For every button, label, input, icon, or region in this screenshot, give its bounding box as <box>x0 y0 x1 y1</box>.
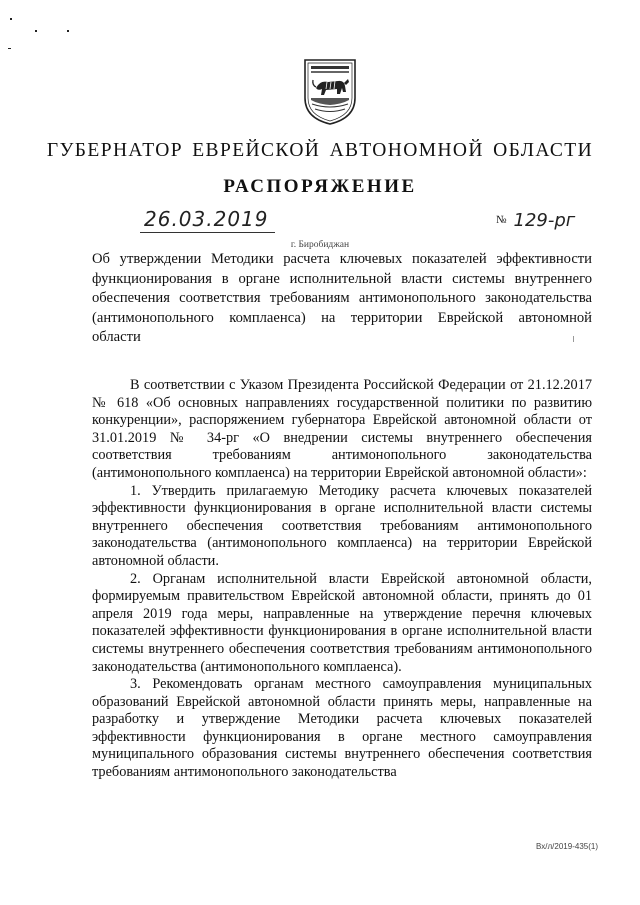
scan-speck <box>35 30 37 32</box>
subject-line: Об утверждении Методики расчета ключевых показателей эффективности <box>92 251 592 267</box>
scan-speck <box>67 30 69 32</box>
subject-line: обеспечения соответствия требованиям антимонопольного законодательства <box>92 290 592 306</box>
scan-speck <box>8 48 11 49</box>
order-number <box>496 210 575 231</box>
registration-code: Вх/л/2019-435(1) <box>536 842 598 851</box>
item-3-paragraph: 3. Рекомендовать органам местного самоуправления муниципальных образований Еврейской автономной области принять меры, направленные на разработку и утверждение Методики расчета ключевых показателей эффективности функционирования в органе местного самоуправления муниципального образования системы внутреннего обеспечения соответствия требованиям антимонопольного законодательства <box>92 676 592 781</box>
subject-line: области <box>92 329 141 345</box>
subject-line: функционирования в органе исполнительной власти системы внутреннего <box>92 270 592 287</box>
number-sign: № <box>496 214 507 226</box>
item-1-paragraph: 1. Утвердить прилагаемую Методику расчета ключевых показателей эффективности функционирования в органе исполнительной власти системы внутреннего обеспечения соответствия требованиям антимонопольного законодательства (антимонопольного комплаенса) на территории Еврейской автономной области. <box>92 482 592 569</box>
scan-mark <box>573 336 574 342</box>
order-date: 26.03.2019 <box>140 207 275 233</box>
preamble-paragraph: В соответствии с Указом Президента Российской Федерации от 21.12.2017 № 618 «Об основных направлениях государственной политики по развитию конкуренции», распоряжением губернатора Еврейской автономной области от 31.01.2019 № 34-рг «О внедрении системы внутреннего обеспечения соответствия требованиям антимонопольного законодательства (антимонопольного комплаенса) на территории Еврейской автономной области»: <box>92 377 592 481</box>
governor-title: ГУБЕРНАТОР ЕВРЕЙСКОЙ АВТОНОМНОЙ ОБЛАСТИ <box>46 140 594 161</box>
subject-line: (антимонопольного комплаенса) на территории Еврейской автономной <box>92 309 592 326</box>
item-2-paragraph: 2. Органам исполнительной власти Еврейской автономной области, формируемым правительством Еврейской автономной области, принять до 01 апреля 2019 года меры, направленные на утверждение перечня ключевых показателей эффективности функционирования в органе исполнительной власти системы внутреннего обеспечения соответствия требованиям антимонопольного законодательства (антимонопольного комплаенса). <box>92 570 592 675</box>
order-subject <box>92 250 592 348</box>
scan-speck <box>10 18 12 20</box>
coat-of-arms-icon <box>302 58 358 126</box>
order-body <box>92 377 592 782</box>
order-number-value: 129-рг <box>513 210 576 231</box>
order-title: РАСПОРЯЖЕНИЕ <box>223 176 417 197</box>
issue-city: г. Биробиджан <box>290 240 350 250</box>
